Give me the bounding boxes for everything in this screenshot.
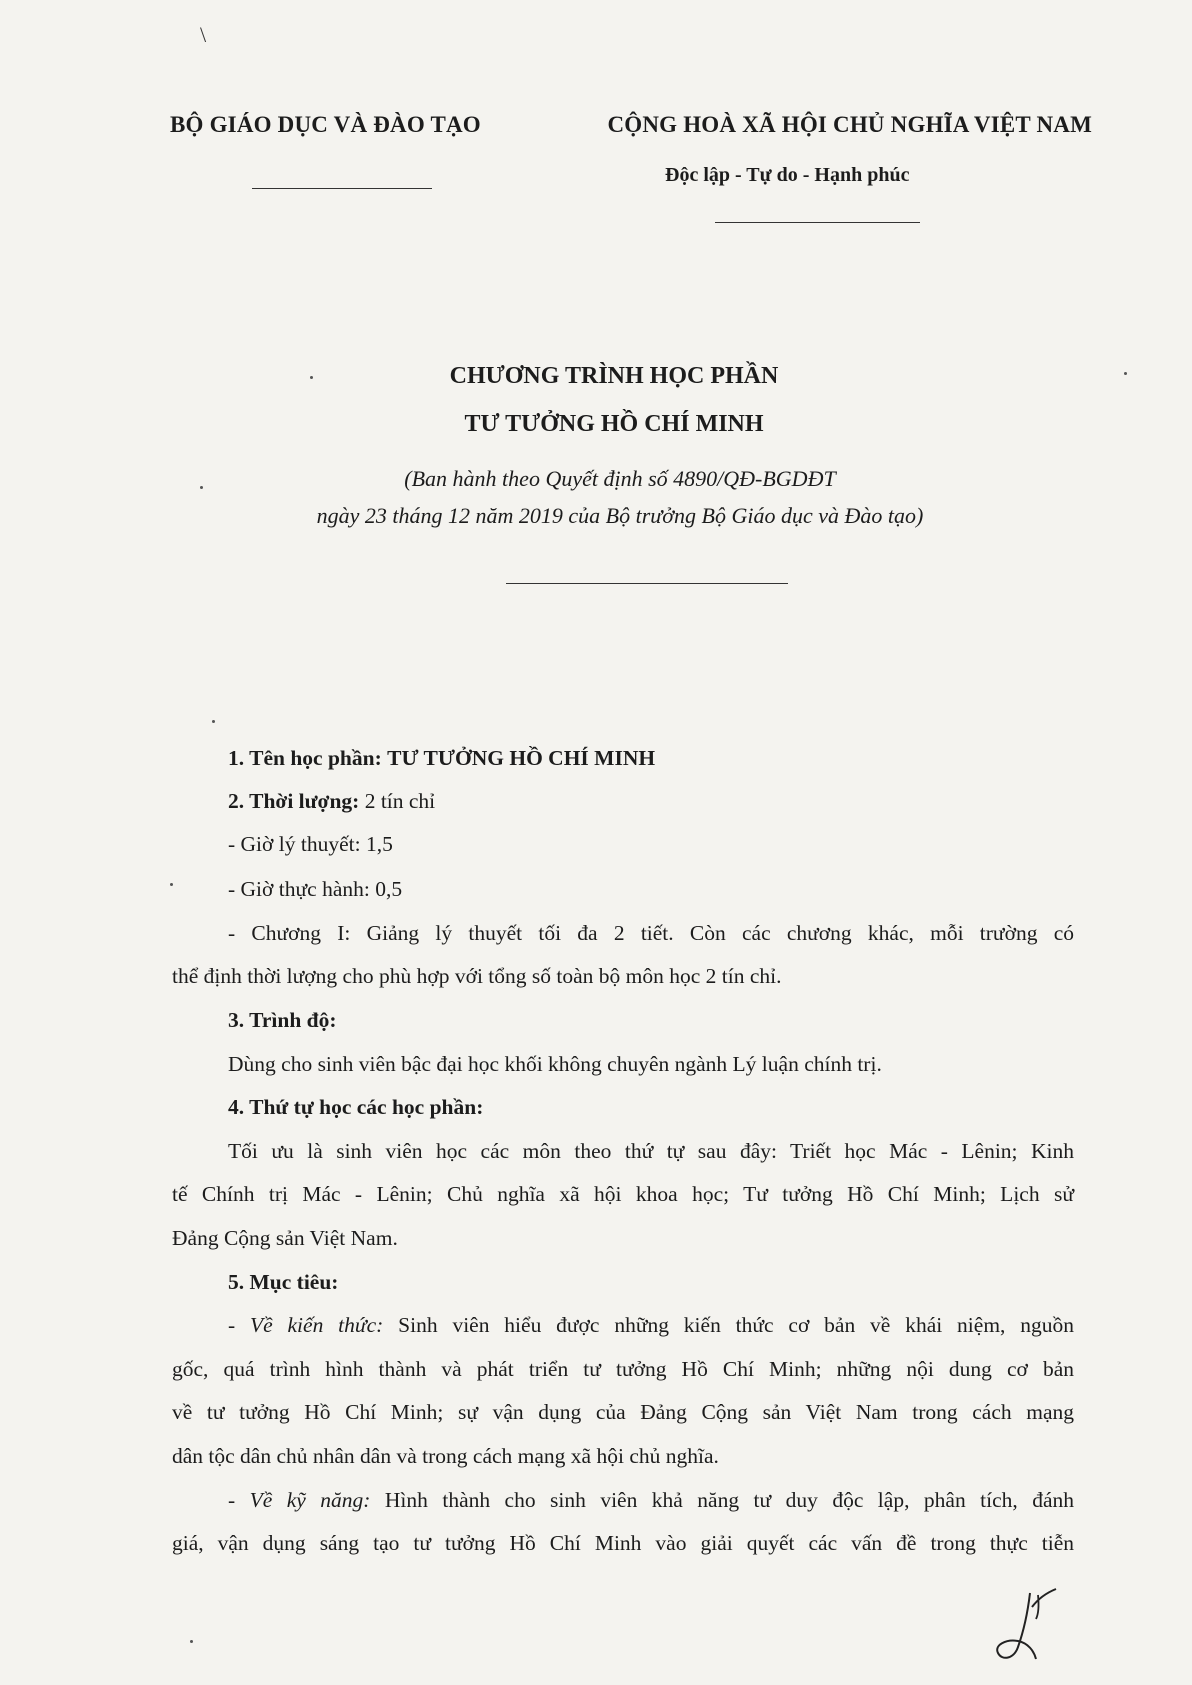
knowledge-line1	[228, 1305, 1074, 1346]
skill-text: Hình thành cho sinh viên khả năng tư duy độc lập, phân tích, đánh	[384, 1488, 1074, 1512]
section-1-label: 1. Tên học phần:	[228, 746, 382, 770]
scan-speck	[1124, 372, 1127, 375]
section-3-label: 3. Trình độ:	[228, 1008, 337, 1032]
scan-speck	[212, 720, 215, 723]
scan-speck	[310, 376, 313, 379]
document-title-line2: TƯ TƯỞNG HỒ CHÍ MINH	[464, 411, 764, 437]
national-motto: Độc lập - Tự do - Hạnh phúc	[665, 164, 910, 186]
knowledge-label: - Về kiến thức:	[228, 1313, 384, 1337]
decree-line2: ngày 23 tháng 12 năm 2019 của Bộ trưởng Bộ Giáo dục và Đào tạo)	[316, 503, 924, 528]
skill-line1	[228, 1480, 1074, 1521]
knowledge-text: Sinh viên hiểu được những kiến thức cơ bản về khái niệm, nguồn	[398, 1313, 1075, 1337]
section-1-value: TƯ TƯỞNG HỒ CHÍ MINH	[387, 746, 656, 770]
motto-underline	[715, 222, 920, 223]
scan-speck	[200, 486, 203, 489]
document-header	[170, 112, 1092, 232]
duration-note-line1: - Chương I: Giảng lý thuyết tối đa 2 tiết. Còn các chương khác, mỗi trường có	[228, 921, 1074, 945]
duration-note-line2: thể định thời lượng cho phù hợp với tổng số toàn bộ môn học 2 tín chỉ.	[172, 964, 782, 988]
knowledge-line2: gốc, quá trình hình thành và phát triển tư tưởng Hồ Chí Minh; những nội dung cơ bản	[172, 1357, 1074, 1381]
section-4-line3: Đảng Cộng sản Việt Nam.	[172, 1226, 398, 1250]
scan-speck	[170, 883, 173, 886]
theory-hours: - Giờ lý thuyết: 1,5	[228, 832, 393, 856]
scan-speck	[190, 1640, 193, 1643]
knowledge-line3: về tư tưởng Hồ Chí Minh; sự vận dụng của Đảng Cộng sản Việt Nam trong cách mạng	[172, 1400, 1074, 1424]
section-1	[228, 738, 655, 779]
stray-mark: \	[200, 22, 207, 47]
document-title-line1: CHƯƠNG TRÌNH HỌC PHẦN	[449, 363, 779, 389]
section-4-line1: Tối ưu là sinh viên học các môn theo thứ tự sau đây: Triết học Mác - Lênin; Kinh	[228, 1139, 1074, 1163]
skill-line2: giá, vận dụng sáng tạo tư tưởng Hồ Chí Minh vào giải quyết các vấn đề trong thực tiễn	[172, 1531, 1074, 1555]
section-2-label: 2. Thời lượng:	[228, 789, 360, 813]
handwritten-initial-signature	[984, 1585, 1074, 1665]
republic-name: CỘNG HOÀ XÃ HỘI CHỦ NGHĨA VIỆT NAM	[607, 112, 1092, 137]
decree-line1: (Ban hành theo Quyết định số 4890/QĐ-BGDĐT	[404, 466, 836, 491]
section-2	[228, 781, 435, 822]
skill-label: - Về kỹ năng:	[228, 1488, 371, 1512]
section-4-line2: tế Chính trị Mác - Lênin; Chủ nghĩa xã hội khoa học; Tư tưởng Hồ Chí Minh; Lịch sử	[172, 1182, 1074, 1206]
section-3-text: Dùng cho sinh viên bậc đại học khối không chuyên ngành Lý luận chính trị.	[228, 1052, 882, 1076]
section-5-label: 5. Mục tiêu:	[228, 1270, 339, 1294]
ministry-underline	[252, 188, 432, 189]
section-2-value: 2 tín chỉ	[364, 789, 436, 813]
ministry-name: BỘ GIÁO DỤC VÀ ĐÀO TẠO	[170, 112, 481, 137]
knowledge-line4: dân tộc dân chủ nhân dân và trong cách mạng xã hội chủ nghĩa.	[172, 1444, 719, 1468]
title-separator	[506, 583, 788, 584]
practice-hours: - Giờ thực hành: 0,5	[228, 877, 403, 901]
section-4-label: 4. Thứ tự học các học phần:	[228, 1095, 484, 1119]
